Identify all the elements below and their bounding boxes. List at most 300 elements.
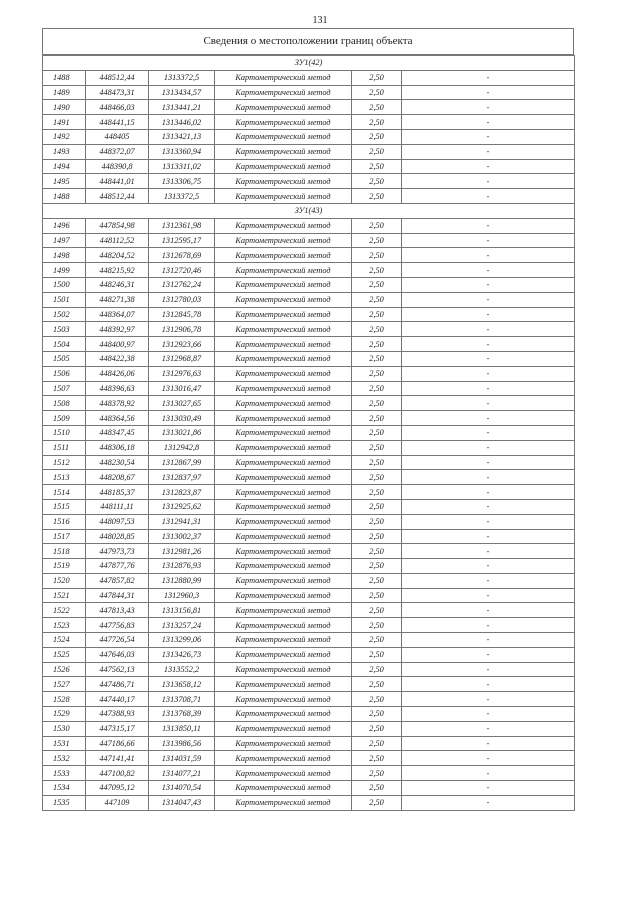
y-coordinate-cell: 1313658,12 — [149, 677, 215, 692]
point-number-cell: 1516 — [43, 514, 86, 529]
description-cell: - — [402, 115, 575, 130]
table-row — [43, 381, 575, 396]
x-coordinate-cell: 447854,98 — [86, 218, 149, 233]
x-coordinate-cell: 447756,83 — [86, 618, 149, 633]
description-cell: - — [402, 499, 575, 514]
description-cell: - — [402, 144, 575, 159]
y-coordinate-cell: 1312595,17 — [149, 233, 215, 248]
point-number-cell: 1501 — [43, 292, 86, 307]
point-number-cell: 1505 — [43, 351, 86, 366]
point-number-cell: 1519 — [43, 559, 86, 574]
point-number-cell: 1535 — [43, 795, 86, 810]
point-number-cell: 1534 — [43, 781, 86, 796]
description-cell: - — [402, 514, 575, 529]
x-coordinate-cell: 448512,44 — [86, 70, 149, 85]
coordinates-table — [42, 55, 575, 811]
point-number-cell: 1513 — [43, 470, 86, 485]
table-row — [43, 707, 575, 722]
description-cell: - — [402, 263, 575, 278]
x-coordinate-cell: 447315,17 — [86, 721, 149, 736]
table-row — [43, 277, 575, 292]
description-cell: - — [402, 189, 575, 204]
x-coordinate-cell: 447973,73 — [86, 544, 149, 559]
x-coordinate-cell: 447646,03 — [86, 647, 149, 662]
section-header-row — [43, 203, 575, 218]
x-coordinate-cell: 448441,15 — [86, 115, 149, 130]
description-cell: - — [402, 218, 575, 233]
description-cell: - — [402, 529, 575, 544]
x-coordinate-cell: 448390,8 — [86, 159, 149, 174]
x-coordinate-cell: 448306,18 — [86, 440, 149, 455]
description-cell: - — [402, 618, 575, 633]
point-number-cell: 1507 — [43, 381, 86, 396]
accuracy-cell: 2,50 — [352, 766, 402, 781]
description-cell: - — [402, 248, 575, 263]
description-cell: - — [402, 381, 575, 396]
point-number-cell: 1517 — [43, 529, 86, 544]
table-row — [43, 307, 575, 322]
method-cell: Картометрический метод — [215, 721, 352, 736]
method-cell: Картометрический метод — [215, 470, 352, 485]
method-cell: Картометрический метод — [215, 529, 352, 544]
method-cell: Картометрический метод — [215, 751, 352, 766]
point-number-cell: 1518 — [43, 544, 86, 559]
y-coordinate-cell: 1313372,5 — [149, 70, 215, 85]
y-coordinate-cell: 1313311,02 — [149, 159, 215, 174]
table-row — [43, 337, 575, 352]
accuracy-cell: 2,50 — [352, 425, 402, 440]
table-row — [43, 322, 575, 337]
description-cell: - — [402, 440, 575, 455]
table-row — [43, 351, 575, 366]
point-number-cell: 1531 — [43, 736, 86, 751]
point-number-cell: 1495 — [43, 174, 86, 189]
table-row — [43, 618, 575, 633]
description-cell: - — [402, 70, 575, 85]
accuracy-cell: 2,50 — [352, 677, 402, 692]
y-coordinate-cell: 1313426,73 — [149, 647, 215, 662]
accuracy-cell: 2,50 — [352, 292, 402, 307]
accuracy-cell: 2,50 — [352, 115, 402, 130]
y-coordinate-cell: 1313434,57 — [149, 85, 215, 100]
description-cell: - — [402, 366, 575, 381]
method-cell: Картометрический метод — [215, 781, 352, 796]
point-number-cell: 1497 — [43, 233, 86, 248]
description-cell: - — [402, 351, 575, 366]
method-cell: Картометрический метод — [215, 795, 352, 810]
accuracy-cell: 2,50 — [352, 189, 402, 204]
accuracy-cell: 2,50 — [352, 588, 402, 603]
section-label: ЗУ1(43) — [43, 203, 575, 218]
x-coordinate-cell: 448347,45 — [86, 425, 149, 440]
y-coordinate-cell: 1313002,37 — [149, 529, 215, 544]
y-coordinate-cell: 1313441,21 — [149, 100, 215, 115]
description-cell: - — [402, 559, 575, 574]
x-coordinate-cell: 448364,07 — [86, 307, 149, 322]
method-cell: Картометрический метод — [215, 692, 352, 707]
method-cell: Картометрический метод — [215, 277, 352, 292]
method-cell: Картометрический метод — [215, 425, 352, 440]
accuracy-cell: 2,50 — [352, 692, 402, 707]
point-number-cell: 1521 — [43, 588, 86, 603]
method-cell: Картометрический метод — [215, 129, 352, 144]
description-cell: - — [402, 322, 575, 337]
description-cell: - — [402, 573, 575, 588]
method-cell: Картометрический метод — [215, 218, 352, 233]
x-coordinate-cell: 447562,13 — [86, 662, 149, 677]
accuracy-cell: 2,50 — [352, 751, 402, 766]
x-coordinate-cell: 448400,97 — [86, 337, 149, 352]
description-cell: - — [402, 129, 575, 144]
description-cell: - — [402, 159, 575, 174]
y-coordinate-cell: 1314070,54 — [149, 781, 215, 796]
method-cell: Картометрический метод — [215, 618, 352, 633]
description-cell: - — [402, 307, 575, 322]
accuracy-cell: 2,50 — [352, 603, 402, 618]
description-cell: - — [402, 721, 575, 736]
table-row — [43, 233, 575, 248]
y-coordinate-cell: 1312867,99 — [149, 455, 215, 470]
method-cell: Картометрический метод — [215, 351, 352, 366]
method-cell: Картометрический метод — [215, 633, 352, 648]
y-coordinate-cell: 1312968,87 — [149, 351, 215, 366]
description-cell: - — [402, 174, 575, 189]
table-row — [43, 425, 575, 440]
description-cell: - — [402, 736, 575, 751]
accuracy-cell: 2,50 — [352, 351, 402, 366]
y-coordinate-cell: 1313360,94 — [149, 144, 215, 159]
description-cell: - — [402, 100, 575, 115]
point-number-cell: 1506 — [43, 366, 86, 381]
y-coordinate-cell: 1312925,62 — [149, 499, 215, 514]
description-cell: - — [402, 662, 575, 677]
table-row — [43, 144, 575, 159]
point-number-cell: 1499 — [43, 263, 86, 278]
method-cell: Картометрический метод — [215, 292, 352, 307]
y-coordinate-cell: 1312823,87 — [149, 485, 215, 500]
method-cell: Картометрический метод — [215, 396, 352, 411]
point-number-cell: 1523 — [43, 618, 86, 633]
point-number-cell: 1525 — [43, 647, 86, 662]
description-cell: - — [402, 544, 575, 559]
x-coordinate-cell: 448473,31 — [86, 85, 149, 100]
method-cell: Картометрический метод — [215, 544, 352, 559]
table-row — [43, 366, 575, 381]
y-coordinate-cell: 1313021,86 — [149, 425, 215, 440]
point-number-cell: 1522 — [43, 603, 86, 618]
table-row — [43, 440, 575, 455]
table-row — [43, 588, 575, 603]
method-cell: Картометрический метод — [215, 707, 352, 722]
description-cell: - — [402, 233, 575, 248]
method-cell: Картометрический метод — [215, 248, 352, 263]
method-cell: Картометрический метод — [215, 115, 352, 130]
table-row — [43, 692, 575, 707]
point-number-cell: 1512 — [43, 455, 86, 470]
description-cell: - — [402, 277, 575, 292]
y-coordinate-cell: 1312941,31 — [149, 514, 215, 529]
x-coordinate-cell: 447100,82 — [86, 766, 149, 781]
accuracy-cell: 2,50 — [352, 514, 402, 529]
description-cell: - — [402, 795, 575, 810]
table-row — [43, 647, 575, 662]
table-row — [43, 411, 575, 426]
accuracy-cell: 2,50 — [352, 337, 402, 352]
y-coordinate-cell: 1314031,59 — [149, 751, 215, 766]
method-cell: Картометрический метод — [215, 233, 352, 248]
table-row — [43, 396, 575, 411]
description-cell: - — [402, 766, 575, 781]
method-cell: Картометрический метод — [215, 307, 352, 322]
y-coordinate-cell: 1313030,49 — [149, 411, 215, 426]
method-cell: Картометрический метод — [215, 411, 352, 426]
accuracy-cell: 2,50 — [352, 233, 402, 248]
section-label: ЗУ1(42) — [43, 56, 575, 71]
table-row — [43, 485, 575, 500]
y-coordinate-cell: 1313027,65 — [149, 396, 215, 411]
table-row — [43, 455, 575, 470]
point-number-cell: 1503 — [43, 322, 86, 337]
point-number-cell: 1494 — [43, 159, 86, 174]
x-coordinate-cell: 448512,44 — [86, 189, 149, 204]
table-row — [43, 174, 575, 189]
point-number-cell: 1511 — [43, 440, 86, 455]
method-cell: Картометрический метод — [215, 559, 352, 574]
point-number-cell: 1496 — [43, 218, 86, 233]
accuracy-cell: 2,50 — [352, 440, 402, 455]
y-coordinate-cell: 1313708,71 — [149, 692, 215, 707]
table-row — [43, 736, 575, 751]
table-row — [43, 263, 575, 278]
description-cell: - — [402, 396, 575, 411]
accuracy-cell: 2,50 — [352, 70, 402, 85]
accuracy-cell: 2,50 — [352, 277, 402, 292]
method-cell: Картометрический метод — [215, 100, 352, 115]
y-coordinate-cell: 1312923,66 — [149, 337, 215, 352]
x-coordinate-cell: 448372,07 — [86, 144, 149, 159]
description-cell: - — [402, 470, 575, 485]
x-coordinate-cell: 448185,37 — [86, 485, 149, 500]
description-cell: - — [402, 411, 575, 426]
accuracy-cell: 2,50 — [352, 633, 402, 648]
x-coordinate-cell: 448208,67 — [86, 470, 149, 485]
method-cell: Картометрический метод — [215, 174, 352, 189]
x-coordinate-cell: 447486,71 — [86, 677, 149, 692]
method-cell: Картометрический метод — [215, 144, 352, 159]
accuracy-cell: 2,50 — [352, 736, 402, 751]
y-coordinate-cell: 1312361,98 — [149, 218, 215, 233]
x-coordinate-cell: 447813,43 — [86, 603, 149, 618]
accuracy-cell: 2,50 — [352, 174, 402, 189]
y-coordinate-cell: 1313850,11 — [149, 721, 215, 736]
page-number: 131 — [312, 15, 328, 26]
method-cell: Картометрический метод — [215, 366, 352, 381]
point-number-cell: 1527 — [43, 677, 86, 692]
accuracy-cell: 2,50 — [352, 485, 402, 500]
point-number-cell: 1526 — [43, 662, 86, 677]
accuracy-cell: 2,50 — [352, 218, 402, 233]
table-row — [43, 129, 575, 144]
table-row — [43, 292, 575, 307]
accuracy-cell: 2,50 — [352, 795, 402, 810]
table-row — [43, 544, 575, 559]
description-cell: - — [402, 633, 575, 648]
x-coordinate-cell: 448441,01 — [86, 174, 149, 189]
table-row — [43, 70, 575, 85]
description-cell: - — [402, 425, 575, 440]
y-coordinate-cell: 1313306,75 — [149, 174, 215, 189]
y-coordinate-cell: 1312780,03 — [149, 292, 215, 307]
y-coordinate-cell: 1314047,43 — [149, 795, 215, 810]
x-coordinate-cell: 448405 — [86, 129, 149, 144]
accuracy-cell: 2,50 — [352, 263, 402, 278]
y-coordinate-cell: 1312876,93 — [149, 559, 215, 574]
method-cell: Картометрический метод — [215, 189, 352, 204]
y-coordinate-cell: 1313257,24 — [149, 618, 215, 633]
point-number-cell: 1504 — [43, 337, 86, 352]
x-coordinate-cell: 448246,31 — [86, 277, 149, 292]
table-row — [43, 603, 575, 618]
document-title: Сведения о местоположении границ объекта — [42, 28, 574, 55]
boundary-document — [42, 28, 574, 811]
description-cell: - — [402, 337, 575, 352]
description-cell: - — [402, 485, 575, 500]
x-coordinate-cell: 447388,93 — [86, 707, 149, 722]
y-coordinate-cell: 1312678,69 — [149, 248, 215, 263]
point-number-cell: 1520 — [43, 573, 86, 588]
method-cell: Картометрический метод — [215, 485, 352, 500]
accuracy-cell: 2,50 — [352, 129, 402, 144]
table-row — [43, 795, 575, 810]
y-coordinate-cell: 1313421,13 — [149, 129, 215, 144]
accuracy-cell: 2,50 — [352, 618, 402, 633]
method-cell: Картометрический метод — [215, 263, 352, 278]
accuracy-cell: 2,50 — [352, 396, 402, 411]
y-coordinate-cell: 1313446,02 — [149, 115, 215, 130]
method-cell: Картометрический метод — [215, 514, 352, 529]
method-cell: Картометрический метод — [215, 573, 352, 588]
x-coordinate-cell: 448271,38 — [86, 292, 149, 307]
accuracy-cell: 2,50 — [352, 662, 402, 677]
description-cell: - — [402, 588, 575, 603]
accuracy-cell: 2,50 — [352, 721, 402, 736]
x-coordinate-cell: 448111,11 — [86, 499, 149, 514]
accuracy-cell: 2,50 — [352, 307, 402, 322]
point-number-cell: 1515 — [43, 499, 86, 514]
method-cell: Картометрический метод — [215, 322, 352, 337]
x-coordinate-cell: 448378,92 — [86, 396, 149, 411]
x-coordinate-cell: 447141,41 — [86, 751, 149, 766]
y-coordinate-cell: 1313986,56 — [149, 736, 215, 751]
x-coordinate-cell: 447726,54 — [86, 633, 149, 648]
y-coordinate-cell: 1314077,21 — [149, 766, 215, 781]
accuracy-cell: 2,50 — [352, 455, 402, 470]
x-coordinate-cell: 448028,85 — [86, 529, 149, 544]
accuracy-cell: 2,50 — [352, 544, 402, 559]
accuracy-cell: 2,50 — [352, 470, 402, 485]
table-row — [43, 751, 575, 766]
table-row — [43, 100, 575, 115]
x-coordinate-cell: 448204,52 — [86, 248, 149, 263]
method-cell: Картометрический метод — [215, 588, 352, 603]
table-row — [43, 721, 575, 736]
y-coordinate-cell: 1312960,3 — [149, 588, 215, 603]
point-number-cell: 1530 — [43, 721, 86, 736]
y-coordinate-cell: 1312906,78 — [149, 322, 215, 337]
y-coordinate-cell: 1313768,39 — [149, 707, 215, 722]
point-number-cell: 1514 — [43, 485, 86, 500]
table-row — [43, 781, 575, 796]
table-row — [43, 559, 575, 574]
description-cell: - — [402, 85, 575, 100]
accuracy-cell: 2,50 — [352, 647, 402, 662]
description-cell: - — [402, 603, 575, 618]
point-number-cell: 1508 — [43, 396, 86, 411]
point-number-cell: 1498 — [43, 248, 86, 263]
point-number-cell: 1524 — [43, 633, 86, 648]
method-cell: Картометрический метод — [215, 662, 352, 677]
y-coordinate-cell: 1312720,46 — [149, 263, 215, 278]
table-row — [43, 514, 575, 529]
point-number-cell: 1500 — [43, 277, 86, 292]
x-coordinate-cell: 448396,63 — [86, 381, 149, 396]
accuracy-cell: 2,50 — [352, 159, 402, 174]
description-cell: - — [402, 677, 575, 692]
y-coordinate-cell: 1313156,81 — [149, 603, 215, 618]
x-coordinate-cell: 448392,97 — [86, 322, 149, 337]
x-coordinate-cell: 448426,06 — [86, 366, 149, 381]
point-number-cell: 1493 — [43, 144, 86, 159]
y-coordinate-cell: 1312762,24 — [149, 277, 215, 292]
description-cell: - — [402, 292, 575, 307]
y-coordinate-cell: 1312942,8 — [149, 440, 215, 455]
accuracy-cell: 2,50 — [352, 366, 402, 381]
y-coordinate-cell: 1312880,99 — [149, 573, 215, 588]
accuracy-cell: 2,50 — [352, 85, 402, 100]
x-coordinate-cell: 447877,76 — [86, 559, 149, 574]
accuracy-cell: 2,50 — [352, 781, 402, 796]
method-cell: Картометрический метод — [215, 499, 352, 514]
point-number-cell: 1490 — [43, 100, 86, 115]
y-coordinate-cell: 1313372,5 — [149, 189, 215, 204]
table-row — [43, 159, 575, 174]
description-cell: - — [402, 707, 575, 722]
method-cell: Картометрический метод — [215, 736, 352, 751]
table-row — [43, 529, 575, 544]
x-coordinate-cell: 447844,31 — [86, 588, 149, 603]
method-cell: Картометрический метод — [215, 455, 352, 470]
accuracy-cell: 2,50 — [352, 248, 402, 263]
accuracy-cell: 2,50 — [352, 411, 402, 426]
x-coordinate-cell: 448097,53 — [86, 514, 149, 529]
point-number-cell: 1488 — [43, 70, 86, 85]
point-number-cell: 1491 — [43, 115, 86, 130]
point-number-cell: 1489 — [43, 85, 86, 100]
accuracy-cell: 2,50 — [352, 381, 402, 396]
method-cell: Картометрический метод — [215, 677, 352, 692]
x-coordinate-cell: 447095,12 — [86, 781, 149, 796]
section-header-row — [43, 56, 575, 71]
coordinates-table-body — [43, 56, 575, 811]
point-number-cell: 1529 — [43, 707, 86, 722]
method-cell: Картометрический метод — [215, 766, 352, 781]
description-cell: - — [402, 751, 575, 766]
method-cell: Картометрический метод — [215, 440, 352, 455]
table-row — [43, 248, 575, 263]
x-coordinate-cell: 448230,54 — [86, 455, 149, 470]
y-coordinate-cell: 1313016,47 — [149, 381, 215, 396]
table-row — [43, 499, 575, 514]
